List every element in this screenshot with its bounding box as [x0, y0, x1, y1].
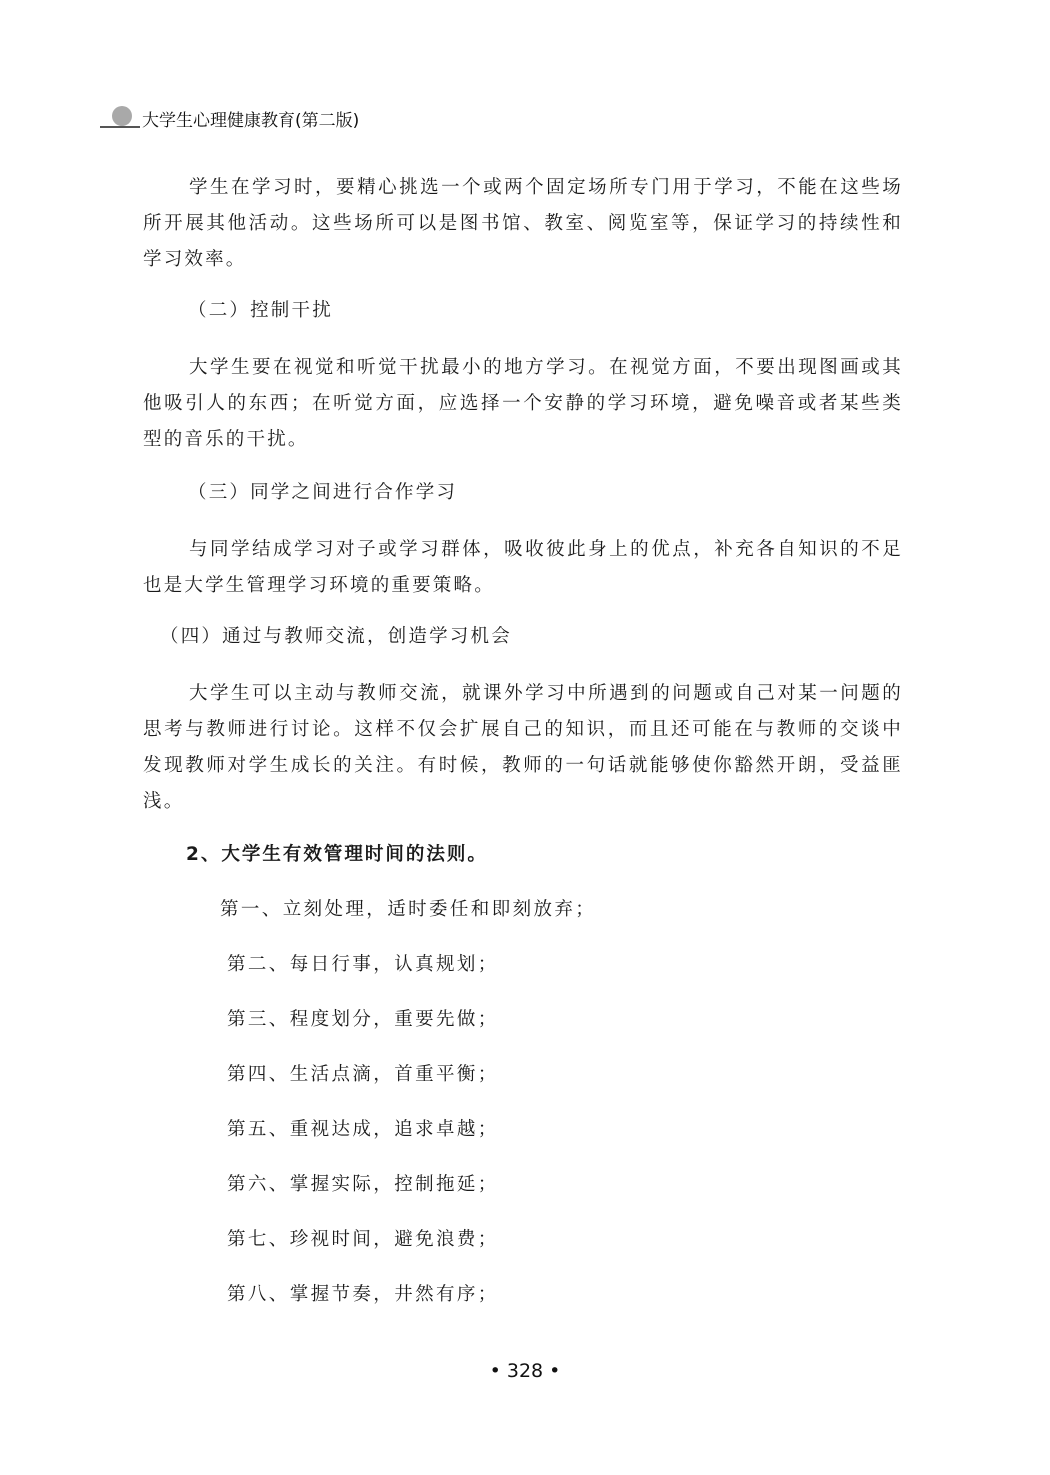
- subheading-cooperative-learning: （三）同学之间进行合作学习: [188, 482, 458, 503]
- header-dot-icon: [112, 106, 132, 126]
- list-item-rule-7: 第七、珍视时间，避免浪费；: [227, 1229, 499, 1250]
- list-item-rule-2: 第二、每日行事，认真规划；: [227, 954, 499, 975]
- paragraph-cooperative-learning: 与同学结成学习对子或学习群体，吸收彼此身上的优点，补充各自知识的不足也是大学生管理学习环境的重要策略。: [143, 539, 903, 596]
- running-header: [100, 104, 400, 130]
- list-item-rule-5: 第五、重视达成，追求卓越；: [227, 1119, 499, 1140]
- section-heading-time-management: 2、大学生有效管理时间的法则。: [186, 844, 488, 865]
- paragraph-teacher-communication: 大学生可以主动与教师交流，就课外学习中所遇到的问题或自己对某一问题的思考与教师进行讨论。这样不仅会扩展自己的知识，而且还可能在与教师的交谈中发现教师对学生成长的关注。有时候，教师的一句话就能够使你豁然开朗，受益匪浅。: [143, 683, 903, 812]
- paragraph-study-place: 学生在学习时，要精心挑选一个或两个固定场所专门用于学习，不能在这些场所开展其他活动。这些场所可以是图书馆、教室、阅览室等，保证学习的持续性和学习效率。: [143, 177, 903, 270]
- page-number: • 328 •: [489, 1360, 561, 1382]
- subheading-control-interference: （二）控制干扰: [188, 300, 333, 321]
- header-rule: [100, 126, 140, 128]
- list-item-rule-3: 第三、程度划分，重要先做；: [227, 1009, 499, 1030]
- subheading-teacher-communication: （四）通过与教师交流，创造学习机会: [160, 626, 512, 647]
- list-item-rule-1: 第一、立刻处理，适时委任和即刻放弃；: [220, 899, 597, 920]
- list-item-rule-4: 第四、生活点滴，首重平衡；: [227, 1064, 499, 1085]
- paragraph-interference: 大学生要在视觉和听觉干扰最小的地方学习。在视觉方面，不要出现图画或其他吸引人的东西；在听觉方面，应选择一个安静的学习环境，避免噪音或者某些类型的音乐的干扰。: [143, 357, 903, 450]
- book-title: 大学生心理健康教育(第二版): [142, 111, 360, 131]
- list-item-rule-6: 第六、掌握实际，控制拖延；: [227, 1174, 499, 1195]
- list-item-rule-8: 第八、掌握节奏，井然有序；: [227, 1284, 499, 1305]
